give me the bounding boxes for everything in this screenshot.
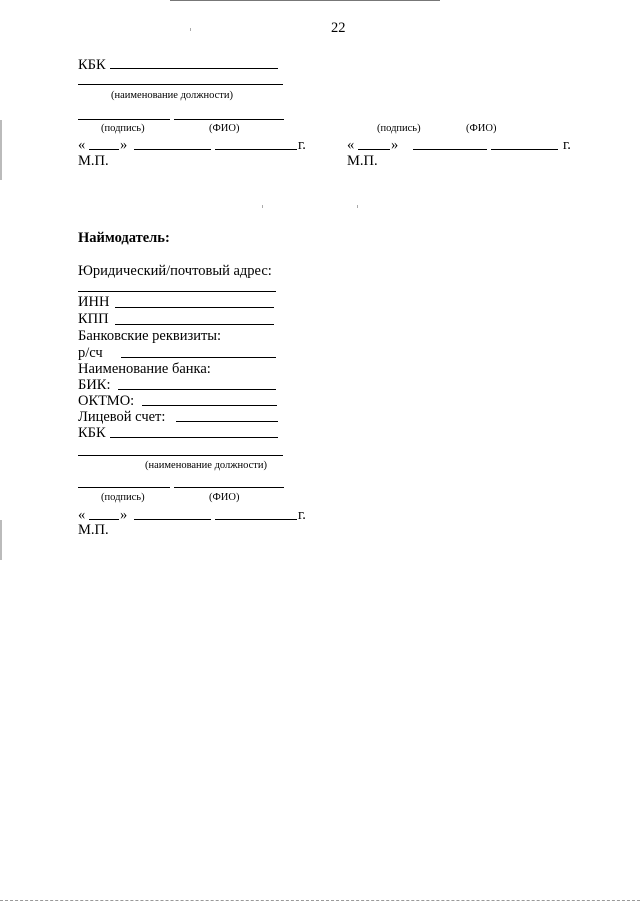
fio-caption: (ФИО) xyxy=(209,123,240,134)
signature-caption: (подпись) xyxy=(101,492,145,503)
personal-account-field-line xyxy=(176,421,278,422)
scan-dot xyxy=(190,28,191,31)
fio-caption: (ФИО) xyxy=(466,123,497,134)
year-suffix: г. xyxy=(298,507,306,523)
signature-field-line xyxy=(78,119,170,120)
signature-caption: (подпись) xyxy=(101,123,145,134)
scan-bottom-edge xyxy=(0,900,640,901)
oktmo-label: ОКТМО: xyxy=(78,393,135,409)
address-field-line xyxy=(78,291,276,292)
year-suffix: г. xyxy=(563,137,571,153)
year-suffix: г. xyxy=(298,137,306,153)
signature-field-line xyxy=(78,487,170,488)
stamp-label: М.П. xyxy=(347,153,378,169)
month-field-line xyxy=(134,149,211,150)
address-label: Юридический/почтовый адрес: xyxy=(78,263,272,279)
stamp-label: М.П. xyxy=(78,153,109,169)
day-field-line xyxy=(358,149,390,150)
year-field-line xyxy=(491,149,558,150)
position-field-line xyxy=(78,84,283,85)
account-field-line xyxy=(121,357,276,358)
month-field-line xyxy=(413,149,487,150)
signature-caption: (подпись) xyxy=(377,123,421,134)
kpp-label: КПП xyxy=(78,311,109,327)
fio-field-line xyxy=(174,119,284,120)
account-label: р/сч xyxy=(78,345,103,361)
date-open-quote: « xyxy=(78,507,86,523)
personal-account-label: Лицевой счет: xyxy=(78,409,166,425)
month-field-line xyxy=(134,519,211,520)
kbk-label: КБК xyxy=(78,57,106,73)
kbk-field-line xyxy=(110,68,278,69)
year-field-line xyxy=(215,149,297,150)
margin-mark xyxy=(0,120,2,180)
scan-dot xyxy=(357,205,358,208)
kpp-field-line xyxy=(115,324,274,325)
tenant-heading: Наймодатель: xyxy=(78,230,170,246)
bank-name-label: Наименование банка: xyxy=(78,361,211,377)
kbk-label: КБК xyxy=(78,425,106,441)
fio-caption: (ФИО) xyxy=(209,492,240,503)
position-field-line xyxy=(78,455,283,456)
fio-field-line xyxy=(174,487,284,488)
kbk-field-line xyxy=(110,437,278,438)
position-caption: (наименование должности) xyxy=(111,90,234,101)
day-field-line xyxy=(89,149,119,150)
stamp-label: М.П. xyxy=(78,522,109,538)
date-close-quote: » xyxy=(120,507,128,523)
oktmo-field-line xyxy=(142,405,277,406)
page-number: 22 xyxy=(331,20,346,36)
scan-dot xyxy=(262,205,263,208)
scan-top-edge xyxy=(170,0,440,1)
inn-field-line xyxy=(115,307,274,308)
margin-mark xyxy=(0,520,2,560)
inn-label: ИНН xyxy=(78,294,110,310)
bik-label: БИК: xyxy=(78,377,111,393)
position-caption: (наименование должности) xyxy=(145,460,268,471)
date-close-quote: » xyxy=(120,137,128,153)
date-close-quote: » xyxy=(391,137,399,153)
bik-field-line xyxy=(118,389,276,390)
bank-details-label: Банковские реквизиты: xyxy=(78,328,222,344)
date-open-quote: « xyxy=(347,137,355,153)
date-open-quote: « xyxy=(78,137,86,153)
day-field-line xyxy=(89,519,119,520)
year-field-line xyxy=(215,519,297,520)
